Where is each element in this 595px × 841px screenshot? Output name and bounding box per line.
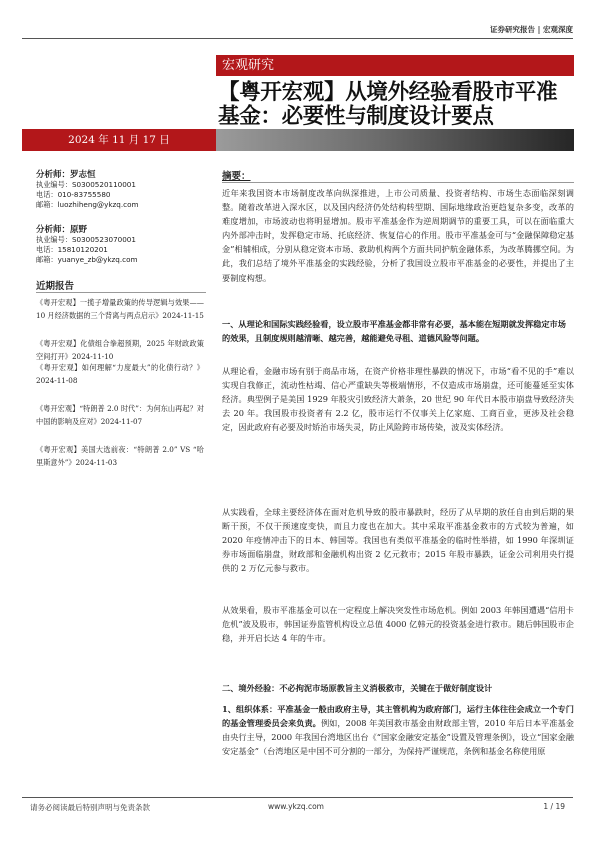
recent-reports-heading: 近期报告: [36, 281, 75, 292]
analyst-phone: 电话：010-83755580: [36, 190, 111, 199]
section-1-paragraph: 从理论看，金融市场有别于商品市场，在资产价格非理性暴跌的情况下，市场“看不见的手”难以实现自我修正，流动性枯竭、信心严重缺失等极端情形，不仅造成市场崩盘，还可能蔓延至实体经济。典型例子是美国 1929 年股灾引致经济大萧条，20 世纪 90 年代日本股市崩盘导致经济失去 20 年。我国股市投资者有 2.2 亿，股市运行不仅事关上亿家庭、工商百业，更涉及社会稳定，因此政府有必要及时矫治市场失灵，防止风险跨市场传染，波及实体经济。: [222, 366, 574, 433]
analyst-block-1: [36, 168, 211, 210]
report-date: 2024 年 11 月 17 日: [68, 134, 170, 146]
footer-website[interactable]: www.ykzq.com: [268, 802, 324, 811]
abstract-heading: 摘要：: [222, 171, 251, 182]
analyst-email[interactable]: 邮箱：luozhiheng@ykzq.com: [36, 200, 139, 209]
recent-reports-divider: [36, 292, 206, 293]
abstract-text: 近年来我国资本市场制度改革向纵深推进，上市公司质量、投资者结构、市场生态面临深刻调整。随着改革进入深水区，以及国内经济仍处结构转型期、国际地缘政治更趋复杂多变，改革的难度增加，市场波动也将明显增加。股市平准基金作为逆周期调节的重要工具，可以在面临重大内外部冲击时，发挥稳定市场、托底经济、恢复信心的作用。股市平准基金可与“金融保障稳定基金”相辅相成，分别从稳定资本市场、救助机构两个方面共同护航金融体系，为改革腾挪空间。为此，我们总结了境外平准基金的实践经验，分析了我国设立股市平准基金的必要性，并提出了主要制度构想。: [222, 188, 574, 283]
recent-report-item[interactable]: 《粤开宏观】美国大选前夜：“特朗普 2.0” VS “哈里斯意外”》2024-11-03: [36, 445, 204, 468]
analyst-email[interactable]: 邮箱：yuanye_zb@ykzq.com: [36, 255, 138, 264]
page-number: 1 / 19: [543, 802, 565, 811]
section-2-heading: 二、境外经验：不必拘泥市场原教旨主义消极救市，关键在于做好制度设计: [222, 683, 493, 693]
recent-report-item[interactable]: 《粤开宏观】化债组合拳超预期，2025 年财政政策空间打开》2024-11-10: [36, 339, 204, 362]
report-type-label: 证券研究报告 | 宏观深度: [490, 25, 573, 34]
section-1-paragraph: 从实践看，全球主要经济体在面对危机导致的股市暴跌时，经历了从早期的放任自由到后期的果断干预，不仅干预速度变快，而且力度也在加大。其中采取平准基金救市的方式较为普遍，如 2020 年疫情冲击下的日本、韩国等。我国也有类似平准基金的临时性举措，如 1990 年深圳证券市场面临崩盘，财政部和金融机构出资 2 亿元救市；2015 年股市暴跌，证金公司利用央行提供的 2 万亿元参与救市。: [222, 507, 574, 574]
section-2-paragraph: [222, 702, 574, 758]
recent-report-item[interactable]: 《粤开宏观】一揽子增量政策的传导逻辑与效果——10 月经济数据的三个背离与两点启示》2024-11-15: [36, 298, 204, 321]
category-label: 宏观研究: [222, 58, 275, 73]
section-2-lead: 1、组织体系：平准基金一般由政府主导，其主管机构为政府部门，运行主体往往会成立一个专门的基金管理委员会来负责。: [222, 704, 574, 729]
analyst-reg: 执业编号：S0300523070001: [36, 235, 136, 244]
analyst-block-2: [36, 223, 211, 265]
recent-report-item[interactable]: 《粤开宏观】“特朗普 2.0 时代”：为何东山再起？对中国的影响及应对》2024-11-07: [36, 404, 204, 427]
analyst-reg: 执业编号：S0300520110001: [36, 180, 136, 189]
section-1-heading: 一、从理论和国际实践经验看，设立股市平准基金都非常有必要，基本能在短期就发挥稳定市场的效果，且制度规则越清晰、越完善，越能避免寻租、道德风险等问题。: [222, 319, 566, 344]
abstract-divider: [222, 182, 574, 183]
analyst-phone: 电话：15810120201: [36, 245, 108, 254]
section-2-body: 例如，2008 年美国救市基金由财政部主管，2010 年后日本平准基金由央行主导，2000 年我国台湾地区出台《“国家金融安定基金”设置及管理条例》，设立“国家金融安定基金”（台湾地区是中国不可分割的一部分，为保持严谨规范，条例和基金名称使用原: [222, 718, 574, 757]
report-title: 【粤开宏观】从境外经验看股市平准基金：必要性与制度设计要点: [218, 80, 558, 129]
analyst-name: 分析师：原野: [36, 225, 88, 235]
analyst-name: 分析师：罗志恒: [36, 170, 96, 180]
recent-report-item[interactable]: 《粤开宏观】如何理解“力度最大”的化债行动？》2024-11-08: [36, 363, 204, 386]
footer-disclaimer[interactable]: 请务必阅读最后特别声明与免责条款: [30, 803, 150, 812]
header-divider: [22, 38, 573, 39]
footer-divider: [22, 797, 573, 798]
title-gradient-bar: [216, 129, 574, 151]
section-1-paragraph: 从效果看，股市平准基金可以在一定程度上解决突发性市场危机。例如 2003 年韩国遭遇“信用卡危机”波及股市，韩国证券监管机构设立总值 4000 亿韩元的投资基金进行救市。随后韩国股市企稳，并开启长达 4 年的牛市。: [222, 605, 574, 644]
